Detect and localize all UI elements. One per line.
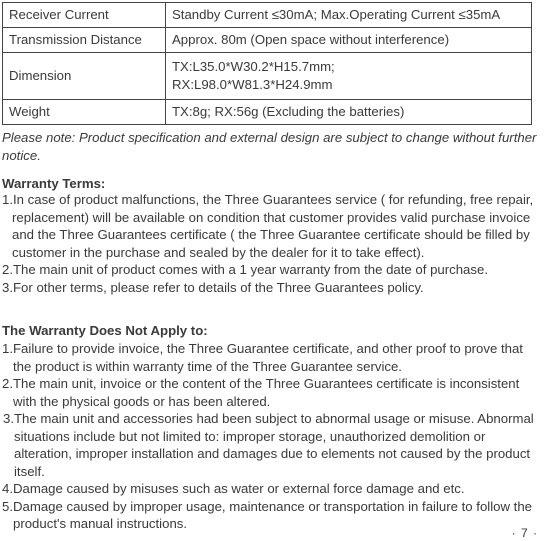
page-number: · 7 · bbox=[511, 526, 538, 540]
spec-row-dimension bbox=[3, 53, 532, 100]
spec-value bbox=[166, 100, 532, 125]
warranty-exclusions-list bbox=[2, 340, 540, 533]
spec-label: Transmission Distance bbox=[3, 28, 166, 53]
list-item: 3.The main unit and accessories had been subject to abnormal usage or misuse. Abnormal situations include but not limited to: improper storage, unauthorized demolition or alteration, improper installation and damages due to elements not caused by the product itself. bbox=[3, 411, 534, 479]
spec-label: Weight bbox=[3, 100, 166, 125]
warranty-terms-heading: Warranty Terms: bbox=[2, 176, 106, 191]
spec-value bbox=[166, 3, 532, 28]
spec-label: Receiver Current bbox=[3, 3, 166, 28]
list-item: 2.The main unit, invoice or the content of the Three Guarantees certificate is inconsistent with the physical goods or has been altered. bbox=[2, 376, 520, 409]
spec-value bbox=[166, 28, 532, 53]
list-item: 4.Damage caused by misuses such as water or external force damage and etc. bbox=[2, 481, 465, 496]
warranty-exclusions-heading: The Warranty Does Not Apply to: bbox=[2, 323, 208, 338]
list-item: 1.In case of product malfunctions, the Three Guarantees service ( for refunding, free repair, replacement) will be available on condition that customer provides valid purchase invoice and the Three Guarantees certificate ( the Three Guarantee certificate should be filled by customer in the purchase and sealed by the dealer for it to take effect). bbox=[2, 192, 534, 260]
spec-value-line: Approx. 80m (Open space without interference) bbox=[172, 32, 450, 47]
spec-value-line: RX:L98.0*W81.3*H24.9mm bbox=[172, 77, 333, 92]
spec-disclaimer-note: Please note: Product specification and external design are subject to change without further notice. bbox=[2, 130, 537, 163]
spec-row-transmission-distance bbox=[3, 28, 532, 53]
spec-value-line: TX:8g; RX:56g (Excluding the batteries) bbox=[172, 104, 405, 119]
spec-row-receiver-current bbox=[3, 3, 532, 28]
list-item: 5.Damage caused by improper usage, maintenance or transportation in failure to follow the product's manual instructions. bbox=[2, 498, 532, 531]
spec-value bbox=[166, 53, 532, 100]
spec-row-weight bbox=[3, 100, 532, 125]
spec-value-line: TX:L35.0*W30.2*H15.7mm; bbox=[172, 59, 335, 74]
list-item: 1.Failure to provide invoice, the Three Guarantee certificate, and other proof to prove that the product is within warranty time of the Three Guarantee service. bbox=[2, 341, 523, 374]
list-item: 3.For other terms, please refer to details of the Three Guarantees policy. bbox=[2, 279, 424, 295]
spec-value-line: Standby Current ≤30mA; Max.Operating Current ≤35mA bbox=[172, 7, 501, 22]
list-item: 2.The main unit of product comes with a 1 year warranty from the date of purchase. bbox=[2, 262, 488, 277]
spec-label: Dimension bbox=[3, 53, 166, 100]
warranty-terms-list bbox=[2, 191, 540, 296]
spec-table bbox=[2, 2, 532, 125]
